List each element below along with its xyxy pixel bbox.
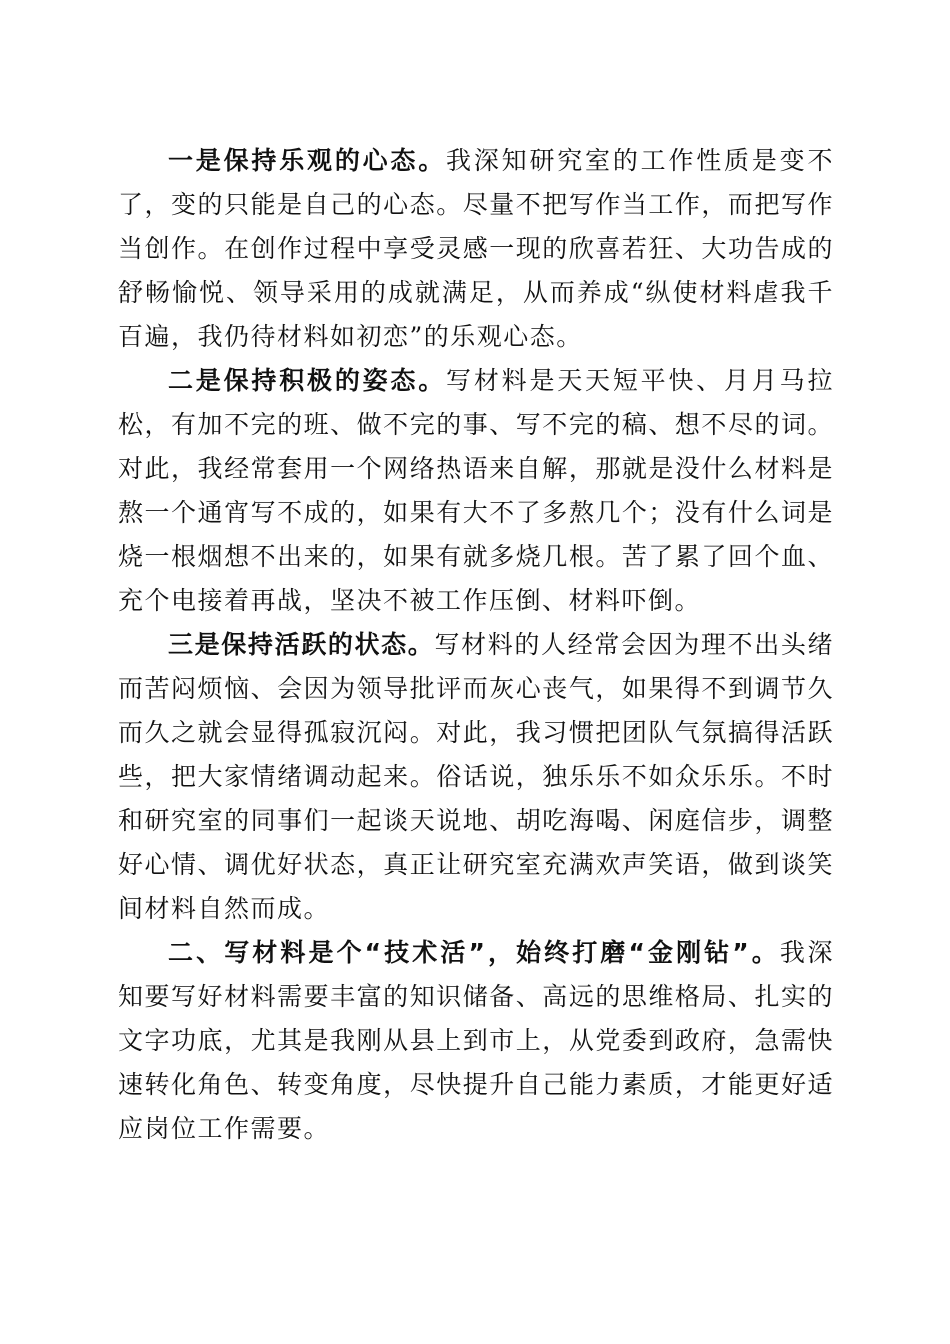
section-heading-paragraph — [118, 931, 834, 1151]
paragraph-text: 我深知要写好材料需要丰富的知识储备、高远的思维格局、扎实的文字功底，尤其是我刚从县上到市上，从党委到政府，急需快速转化角色、转变角度，尽快提升自己能力素质，才能更好适应岗位工作需要。 — [118, 938, 834, 1143]
paragraph-positive-attitude — [118, 359, 834, 623]
paragraph-optimistic-mindset — [118, 139, 834, 359]
paragraph-lead: 三是保持活跃的状态。 — [168, 630, 435, 659]
paragraph-text: 写材料的人经常会因为理不出头绪而苦闷烦恼、会因为领导批评而灰心丧气，如果得不到调节久而久之就会显得孤寂沉闷。对此，我习惯把团队气氛搞得活跃些，把大家情绪调动起来。俗话说，独乐乐不如众乐乐。不时和研究室的同事们一起谈天说地、胡吃海喝、闲庭信步，调整好心情、调优好状态，真正让研究室充满欢声笑语，做到谈笑间材料自然而成。 — [118, 630, 834, 923]
paragraph-lead: 二是保持积极的姿态。 — [168, 366, 447, 395]
paragraph-text: 写材料是天天短平快、月月马拉松，有加不完的班、做不完的事、写不完的稿、想不尽的词。对此，我经常套用一个网络热语来自解，那就是没什么材料是熬一个通宵写不成的，如果有大不了多熬几个；没有什么词是烧一根烟想不出来的，如果有就多烧几根。苦了累了回个血、充个电接着再战，坚决不被工作压倒、材料吓倒。 — [118, 366, 834, 615]
document-body — [118, 139, 834, 1151]
paragraph-lead: 一是保持乐观的心态。 — [168, 146, 447, 175]
paragraph-active-state — [118, 623, 834, 931]
paragraph-text: 我深知研究室的工作性质是变不了，变的只能是自己的心态。尽量不把写作当工作，而把写作当创作。在创作过程中享受灵感一现的欣喜若狂、大功告成的舒畅愉悦、领导采用的成就满足，从而养成“纵使材料虐我千百遍，我仍待材料如初恋”的乐观心态。 — [118, 146, 834, 351]
section-heading: 二、写材料是个“技术活”，始终打磨“金刚钻”。 — [168, 938, 780, 967]
